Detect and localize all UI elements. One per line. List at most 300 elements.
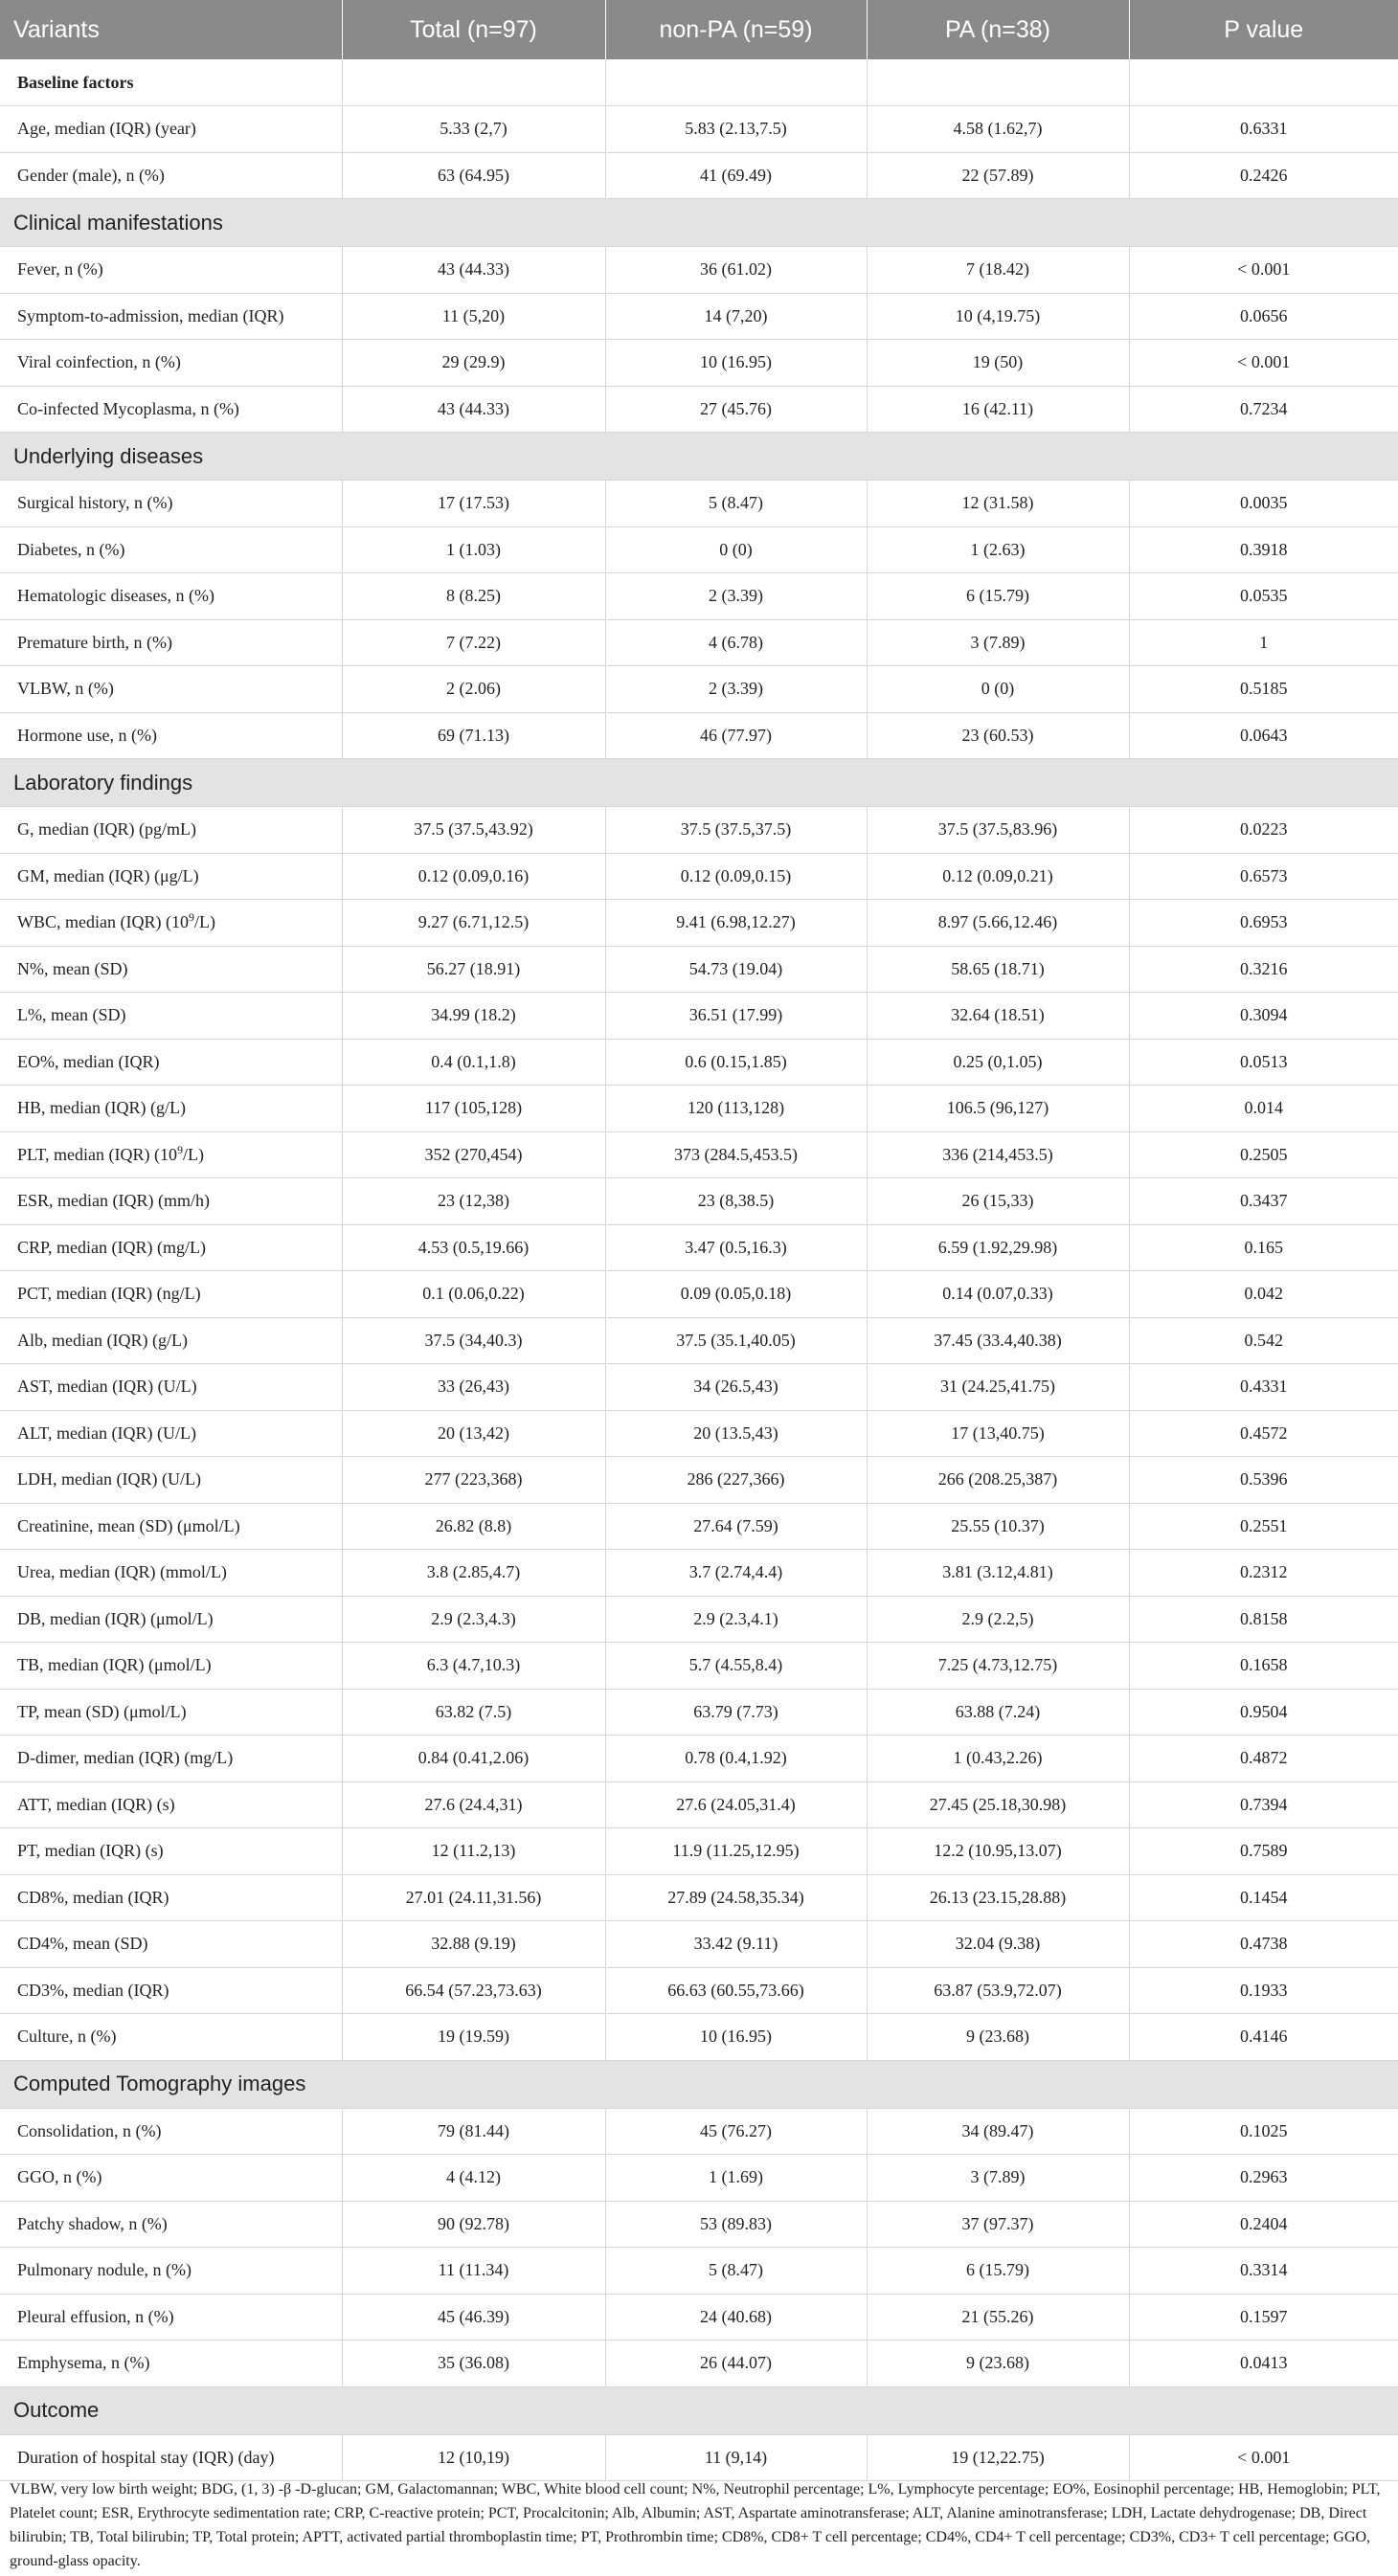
table-row <box>0 2248 1398 2295</box>
cell-p-value: 0.3314 <box>1129 2248 1398 2295</box>
table-row <box>0 573 1398 620</box>
table-row <box>0 1781 1398 1828</box>
cell-p-value: 0.4738 <box>1129 1921 1398 1968</box>
row-label: Co-infected Mycoplasma, n (%) <box>0 386 342 433</box>
table-row <box>0 1643 1398 1690</box>
cell-total: 2 (2.06) <box>342 666 605 713</box>
row-label: Premature birth, n (%) <box>0 619 342 666</box>
baseline-factors-row <box>0 59 1398 106</box>
section-header-row <box>0 759 1398 807</box>
cell-p-value: 0.0513 <box>1129 1039 1398 1086</box>
cell-p-value: 0.2404 <box>1129 2201 1398 2248</box>
cell-total: 20 (13,42) <box>342 1410 605 1457</box>
cell-non-pa: 2.9 (2.3,4.1) <box>605 1596 867 1643</box>
section-header-row <box>0 2060 1398 2108</box>
cell-pa: 12 (31.58) <box>867 481 1129 527</box>
cell-total: 277 (223,368) <box>342 1457 605 1504</box>
cell-total: 27.01 (24.11,31.56) <box>342 1874 605 1921</box>
cell-total: 0.1 (0.06,0.22) <box>342 1271 605 1318</box>
cell-p-value: 0.014 <box>1129 1086 1398 1132</box>
cell-non-pa: 34 (26.5,43) <box>605 1364 867 1411</box>
cell-p-value: 0.7234 <box>1129 386 1398 433</box>
cell-non-pa: 11.9 (11.25,12.95) <box>605 1828 867 1875</box>
cell-non-pa: 37.5 (35.1,40.05) <box>605 1317 867 1364</box>
cell-p-value: 0.1658 <box>1129 1643 1398 1690</box>
cell-total: 4 (4.12) <box>342 2155 605 2202</box>
cell-p-value: 0.165 <box>1129 1224 1398 1271</box>
cell-non-pa: 45 (76.27) <box>605 2108 867 2155</box>
cell-pa: 1 (0.43,2.26) <box>867 1736 1129 1782</box>
section-title: Outcome <box>0 2386 1398 2434</box>
cell-total: 35 (36.08) <box>342 2341 605 2387</box>
table-row <box>0 1550 1398 1597</box>
cell-non-pa: 2 (3.39) <box>605 573 867 620</box>
row-label: Pleural effusion, n (%) <box>0 2294 342 2341</box>
cell-non-pa: 9.41 (6.98,12.27) <box>605 900 867 947</box>
cell-pa: 34 (89.47) <box>867 2108 1129 2155</box>
table-row <box>0 2201 1398 2248</box>
cell-p-value: 0.6573 <box>1129 853 1398 900</box>
cell-total: 5.33 (2,7) <box>342 106 605 153</box>
cell-p-value: 0.7589 <box>1129 1828 1398 1875</box>
row-label: Symptom-to-admission, median (IQR) <box>0 293 342 340</box>
cell-pa: 27.45 (25.18,30.98) <box>867 1781 1129 1828</box>
cell-total: 352 (270,454) <box>342 1131 605 1178</box>
section-header-row <box>0 2386 1398 2434</box>
cell-p-value: 0.4146 <box>1129 2014 1398 2061</box>
cell-pa: 6.59 (1.92,29.98) <box>867 1224 1129 1271</box>
empty-cell <box>867 59 1129 106</box>
section-title: Clinical manifestations <box>0 199 1398 247</box>
row-label <box>0 900 342 947</box>
table-row <box>0 1178 1398 1225</box>
row-label: ALT, median (IQR) (U/L) <box>0 1410 342 1457</box>
cell-non-pa: 27.64 (7.59) <box>605 1503 867 1550</box>
cell-p-value: 0.0535 <box>1129 573 1398 620</box>
row-label-unit: /L) <box>193 912 215 932</box>
cell-pa: 25.55 (10.37) <box>867 1503 1129 1550</box>
cell-pa: 1 (2.63) <box>867 526 1129 573</box>
cell-non-pa: 37.5 (37.5,37.5) <box>605 807 867 854</box>
cell-p-value: 0.5396 <box>1129 1457 1398 1504</box>
cell-total: 32.88 (9.19) <box>342 1921 605 1968</box>
row-label: LDH, median (IQR) (U/L) <box>0 1457 342 1504</box>
header-row <box>0 0 1398 59</box>
cell-non-pa: 10 (16.95) <box>605 340 867 387</box>
cell-p-value: 0.0656 <box>1129 293 1398 340</box>
cell-non-pa: 1 (1.69) <box>605 2155 867 2202</box>
cell-non-pa: 66.63 (60.55,73.66) <box>605 1967 867 2014</box>
cell-pa: 9 (23.68) <box>867 2014 1129 2061</box>
cell-p-value: < 0.001 <box>1129 340 1398 387</box>
table-row <box>0 152 1398 199</box>
cell-p-value: 0.3918 <box>1129 526 1398 573</box>
cell-total: 63 (64.95) <box>342 152 605 199</box>
cell-total: 66.54 (57.23,73.63) <box>342 1967 605 2014</box>
cell-non-pa: 4 (6.78) <box>605 619 867 666</box>
header-total: Total (n=97) <box>342 0 605 59</box>
table-row <box>0 1271 1398 1318</box>
cell-p-value: 0.8158 <box>1129 1596 1398 1643</box>
cell-non-pa: 33.42 (9.11) <box>605 1921 867 1968</box>
table-row <box>0 853 1398 900</box>
cell-pa: 0.12 (0.09,0.21) <box>867 853 1129 900</box>
cell-p-value: 0.0035 <box>1129 481 1398 527</box>
table-row <box>0 106 1398 153</box>
table-row <box>0 2155 1398 2202</box>
cell-p-value: 0.9504 <box>1129 1689 1398 1736</box>
row-label: Patchy shadow, n (%) <box>0 2201 342 2248</box>
cell-p-value: 0.0413 <box>1129 2341 1398 2387</box>
table-row <box>0 2341 1398 2387</box>
table-row <box>0 900 1398 947</box>
cell-pa: 0 (0) <box>867 666 1129 713</box>
table-row <box>0 712 1398 759</box>
cell-total: 7 (7.22) <box>342 619 605 666</box>
cell-total: 23 (12,38) <box>342 1178 605 1225</box>
section-header-row <box>0 433 1398 481</box>
row-label: N%, mean (SD) <box>0 946 342 993</box>
cell-p-value: 0.6331 <box>1129 106 1398 153</box>
row-label: Age, median (IQR) (year) <box>0 106 342 153</box>
cell-total: 8 (8.25) <box>342 573 605 620</box>
cell-total: 56.27 (18.91) <box>342 946 605 993</box>
cell-p-value: 0.0643 <box>1129 712 1398 759</box>
cell-p-value: 0.1933 <box>1129 1967 1398 2014</box>
cell-total: 27.6 (24.4,31) <box>342 1781 605 1828</box>
table-row <box>0 1410 1398 1457</box>
table-row <box>0 946 1398 993</box>
cell-pa: 10 (4,19.75) <box>867 293 1129 340</box>
cell-pa: 2.9 (2.2,5) <box>867 1596 1129 1643</box>
table-row <box>0 619 1398 666</box>
cell-total: 33 (26,43) <box>342 1364 605 1411</box>
table-row <box>0 1503 1398 1550</box>
cell-non-pa: 5 (8.47) <box>605 481 867 527</box>
section-title: Underlying diseases <box>0 433 1398 481</box>
cell-p-value: 0.7394 <box>1129 1781 1398 1828</box>
cell-p-value: 0.3216 <box>1129 946 1398 993</box>
cell-total: 45 (46.39) <box>342 2294 605 2341</box>
cell-p-value: 0.1025 <box>1129 2108 1398 2155</box>
cell-pa: 21 (55.26) <box>867 2294 1129 2341</box>
table-row <box>0 247 1398 294</box>
cell-p-value: 0.1597 <box>1129 2294 1398 2341</box>
cell-total: 12 (11.2,13) <box>342 1828 605 1875</box>
row-label: PT, median (IQR) (s) <box>0 1828 342 1875</box>
cell-p-value: 1 <box>1129 619 1398 666</box>
cell-p-value: 0.3094 <box>1129 993 1398 1040</box>
cell-pa: 336 (214,453.5) <box>867 1131 1129 1178</box>
cell-total: 6.3 (4.7,10.3) <box>342 1643 605 1690</box>
cell-total: 4.53 (0.5,19.66) <box>342 1224 605 1271</box>
table-row <box>0 993 1398 1040</box>
cell-p-value: 0.5185 <box>1129 666 1398 713</box>
section-title: Computed Tomography images <box>0 2060 1398 2108</box>
table-row <box>0 1317 1398 1364</box>
cell-p-value: 0.2426 <box>1129 152 1398 199</box>
cell-non-pa: 286 (227,366) <box>605 1457 867 1504</box>
table-row <box>0 1131 1398 1178</box>
row-label: PCT, median (IQR) (ng/L) <box>0 1271 342 1318</box>
cell-total: 37.5 (37.5,43.92) <box>342 807 605 854</box>
table-row <box>0 807 1398 854</box>
row-label-text: PLT, median (IQR) (10 <box>17 1144 177 1164</box>
row-label: GM, median (IQR) (μg/L) <box>0 853 342 900</box>
cell-total: 43 (44.33) <box>342 386 605 433</box>
cell-non-pa: 14 (7,20) <box>605 293 867 340</box>
row-label: HB, median (IQR) (g/L) <box>0 1086 342 1132</box>
cell-pa: 3 (7.89) <box>867 2155 1129 2202</box>
cell-p-value: 0.3437 <box>1129 1178 1398 1225</box>
cell-p-value: 0.4872 <box>1129 1736 1398 1782</box>
cell-pa: 3.81 (3.12,4.81) <box>867 1550 1129 1597</box>
cell-pa: 7.25 (4.73,12.75) <box>867 1643 1129 1690</box>
row-label: D-dimer, median (IQR) (mg/L) <box>0 1736 342 1782</box>
row-label: Hematologic diseases, n (%) <box>0 573 342 620</box>
cell-pa: 16 (42.11) <box>867 386 1129 433</box>
cell-pa: 22 (57.89) <box>867 152 1129 199</box>
row-label-text: WBC, median (IQR) (10 <box>17 912 189 932</box>
row-label: Diabetes, n (%) <box>0 526 342 573</box>
cell-non-pa: 2 (3.39) <box>605 666 867 713</box>
row-label: Gender (male), n (%) <box>0 152 342 199</box>
cell-p-value: 0.542 <box>1129 1317 1398 1364</box>
cell-pa: 32.04 (9.38) <box>867 1921 1129 1968</box>
row-label: ATT, median (IQR) (s) <box>0 1781 342 1828</box>
table-footnote: VLBW, very low birth weight; BDG, (1, 3) -β -D-glucan; GM, Galactomannan; WBC, White blood cell count; N%, Neutrophil percentage; L%, Lymphocyte percentage; EO%, Eosinophil percentage; HB, Hemoglobin; PLT, Platelet count; ESR, Erythrocyte sedimentation rate; CRP, C-reactive protein; PCT, Procalcitonin; Alb, Albumin; AST, Aspartate aminotransferase; ALT, Alanine aminotransferase; LDH, Lactate dehydrogenase; DB, Direct bilirubin; TB, Total bilirubin; TP, Total protein; APTT, activated partial thromboplastin time; PT, Prothrombin time; CD8%, CD8+ T cell percentage; CD4%, CD4+ T cell percentage; CD3%, CD3+ T cell percentage; GGO, ground-glass opacity. <box>10 2481 1381 2569</box>
table-row <box>0 481 1398 527</box>
row-label: L%, mean (SD) <box>0 993 342 1040</box>
cell-pa: 58.65 (18.71) <box>867 946 1129 993</box>
row-label: AST, median (IQR) (U/L) <box>0 1364 342 1411</box>
cell-pa: 63.87 (53.9,72.07) <box>867 1967 1129 2014</box>
row-label: Alb, median (IQR) (g/L) <box>0 1317 342 1364</box>
row-label-superscript: 9 <box>176 1142 183 1156</box>
table-row <box>0 1596 1398 1643</box>
cell-non-pa: 11 (9,14) <box>605 2434 867 2481</box>
row-label: Hormone use, n (%) <box>0 712 342 759</box>
cell-total: 90 (92.78) <box>342 2201 605 2248</box>
cell-pa: 37.45 (33.4,40.38) <box>867 1317 1129 1364</box>
table-row <box>0 293 1398 340</box>
row-label: Consolidation, n (%) <box>0 2108 342 2155</box>
row-label <box>0 1131 342 1178</box>
table-row <box>0 1689 1398 1736</box>
cell-total: 63.82 (7.5) <box>342 1689 605 1736</box>
cell-total: 3.8 (2.85,4.7) <box>342 1550 605 1597</box>
cell-p-value: 0.4572 <box>1129 1410 1398 1457</box>
cell-non-pa: 26 (44.07) <box>605 2341 867 2387</box>
baseline-factors-label: Baseline factors <box>0 59 342 106</box>
cell-pa: 6 (15.79) <box>867 573 1129 620</box>
header-variants: Variants <box>0 0 342 59</box>
cell-total: 0.12 (0.09,0.16) <box>342 853 605 900</box>
cell-non-pa: 20 (13.5,43) <box>605 1410 867 1457</box>
cell-p-value: < 0.001 <box>1129 2434 1398 2481</box>
cell-non-pa: 5.7 (4.55,8.4) <box>605 1643 867 1690</box>
cell-pa: 26.13 (23.15,28.88) <box>867 1874 1129 1921</box>
table-row <box>0 2434 1398 2481</box>
cell-p-value: 0.6953 <box>1129 900 1398 947</box>
cell-pa: 0.25 (0,1.05) <box>867 1039 1129 1086</box>
row-label: ESR, median (IQR) (mm/h) <box>0 1178 342 1225</box>
cell-non-pa: 3.7 (2.74,4.4) <box>605 1550 867 1597</box>
table-row <box>0 340 1398 387</box>
cell-non-pa: 27 (45.76) <box>605 386 867 433</box>
cell-non-pa: 23 (8,38.5) <box>605 1178 867 1225</box>
cell-total: 0.4 (0.1,1.8) <box>342 1039 605 1086</box>
cell-p-value: 0.2963 <box>1129 2155 1398 2202</box>
cell-non-pa: 0.6 (0.15,1.85) <box>605 1039 867 1086</box>
cell-pa: 26 (15,33) <box>867 1178 1129 1225</box>
row-label: Pulmonary nodule, n (%) <box>0 2248 342 2295</box>
table-row <box>0 1921 1398 1968</box>
table-row <box>0 1086 1398 1132</box>
cell-total: 29 (29.9) <box>342 340 605 387</box>
row-label: CRP, median (IQR) (mg/L) <box>0 1224 342 1271</box>
row-label: Surgical history, n (%) <box>0 481 342 527</box>
cell-non-pa: 27.89 (24.58,35.34) <box>605 1874 867 1921</box>
table-row <box>0 1457 1398 1504</box>
table-body <box>0 59 1398 2481</box>
table-row <box>0 526 1398 573</box>
table-row <box>0 1224 1398 1271</box>
empty-cell <box>605 59 867 106</box>
cell-total: 17 (17.53) <box>342 481 605 527</box>
cell-non-pa: 120 (113,128) <box>605 1086 867 1132</box>
row-label: Fever, n (%) <box>0 247 342 294</box>
cell-total: 79 (81.44) <box>342 2108 605 2155</box>
row-label-superscript: 9 <box>188 910 194 925</box>
header-non-pa: non-PA (n=59) <box>605 0 867 59</box>
table-row <box>0 1874 1398 1921</box>
cell-non-pa: 10 (16.95) <box>605 2014 867 2061</box>
cell-p-value: 0.4331 <box>1129 1364 1398 1411</box>
cell-pa: 8.97 (5.66,12.46) <box>867 900 1129 947</box>
cell-p-value: 0.2505 <box>1129 1131 1398 1178</box>
cell-total: 11 (11.34) <box>342 2248 605 2295</box>
cell-pa: 12.2 (10.95,13.07) <box>867 1828 1129 1875</box>
table-row <box>0 1967 1398 2014</box>
cell-pa: 9 (23.68) <box>867 2341 1129 2387</box>
row-label: DB, median (IQR) (μmol/L) <box>0 1596 342 1643</box>
table-row <box>0 2014 1398 2061</box>
cell-total: 11 (5,20) <box>342 293 605 340</box>
cell-pa: 23 (60.53) <box>867 712 1129 759</box>
row-label: TB, median (IQR) (μmol/L) <box>0 1643 342 1690</box>
table-row <box>0 1364 1398 1411</box>
cell-pa: 37 (97.37) <box>867 2201 1129 2248</box>
cell-non-pa: 41 (69.49) <box>605 152 867 199</box>
cell-total: 2.9 (2.3,4.3) <box>342 1596 605 1643</box>
row-label: CD8%, median (IQR) <box>0 1874 342 1921</box>
cell-p-value: 0.0223 <box>1129 807 1398 854</box>
row-label: Creatinine, mean (SD) (μmol/L) <box>0 1503 342 1550</box>
cell-non-pa: 63.79 (7.73) <box>605 1689 867 1736</box>
cell-p-value: 0.1454 <box>1129 1874 1398 1921</box>
cell-pa: 37.5 (37.5,83.96) <box>867 807 1129 854</box>
cell-non-pa: 0.78 (0.4,1.92) <box>605 1736 867 1782</box>
row-label: CD4%, mean (SD) <box>0 1921 342 1968</box>
cell-pa: 32.64 (18.51) <box>867 993 1129 1040</box>
cell-total: 26.82 (8.8) <box>342 1503 605 1550</box>
cell-pa: 63.88 (7.24) <box>867 1689 1129 1736</box>
cell-p-value: 0.2551 <box>1129 1503 1398 1550</box>
cell-pa: 19 (12,22.75) <box>867 2434 1129 2481</box>
table-row <box>0 1039 1398 1086</box>
cell-total: 1 (1.03) <box>342 526 605 573</box>
cell-p-value: 0.042 <box>1129 1271 1398 1318</box>
row-label: EO%, median (IQR) <box>0 1039 342 1086</box>
cell-total: 34.99 (18.2) <box>342 993 605 1040</box>
row-label: Viral coinfection, n (%) <box>0 340 342 387</box>
row-label: Urea, median (IQR) (mmol/L) <box>0 1550 342 1597</box>
row-label: Culture, n (%) <box>0 2014 342 2061</box>
cell-non-pa: 0.12 (0.09,0.15) <box>605 853 867 900</box>
cell-total: 19 (19.59) <box>342 2014 605 2061</box>
cell-total: 37.5 (34,40.3) <box>342 1317 605 1364</box>
cell-total: 117 (105,128) <box>342 1086 605 1132</box>
table-row <box>0 386 1398 433</box>
cell-pa: 3 (7.89) <box>867 619 1129 666</box>
cell-non-pa: 54.73 (19.04) <box>605 946 867 993</box>
cell-total: 43 (44.33) <box>342 247 605 294</box>
cell-non-pa: 53 (89.83) <box>605 2201 867 2248</box>
cell-pa: 266 (208.25,387) <box>867 1457 1129 1504</box>
cell-total: 0.84 (0.41,2.06) <box>342 1736 605 1782</box>
cell-total: 69 (71.13) <box>342 712 605 759</box>
cell-non-pa: 373 (284.5,453.5) <box>605 1131 867 1178</box>
cell-pa: 106.5 (96,127) <box>867 1086 1129 1132</box>
cell-pa: 6 (15.79) <box>867 2248 1129 2295</box>
row-label: VLBW, n (%) <box>0 666 342 713</box>
cell-pa: 19 (50) <box>867 340 1129 387</box>
cell-non-pa: 46 (77.97) <box>605 712 867 759</box>
empty-cell <box>1129 59 1398 106</box>
section-title: Laboratory findings <box>0 759 1398 807</box>
row-label: TP, mean (SD) (μmol/L) <box>0 1689 342 1736</box>
cell-pa: 0.14 (0.07,0.33) <box>867 1271 1129 1318</box>
cell-pa: 4.58 (1.62,7) <box>867 106 1129 153</box>
table-row <box>0 1736 1398 1782</box>
table-row <box>0 2294 1398 2341</box>
table-row <box>0 2108 1398 2155</box>
table-row <box>0 666 1398 713</box>
cell-pa: 7 (18.42) <box>867 247 1129 294</box>
cell-non-pa: 3.47 (0.5,16.3) <box>605 1224 867 1271</box>
header-p-value: P value <box>1129 0 1398 59</box>
cell-non-pa: 27.6 (24.05,31.4) <box>605 1781 867 1828</box>
row-label: GGO, n (%) <box>0 2155 342 2202</box>
cell-non-pa: 5 (8.47) <box>605 2248 867 2295</box>
row-label: Duration of hospital stay (IQR) (day) <box>0 2434 342 2481</box>
row-label: Emphysema, n (%) <box>0 2341 342 2387</box>
cell-total: 9.27 (6.71,12.5) <box>342 900 605 947</box>
empty-cell <box>342 59 605 106</box>
cell-non-pa: 0.09 (0.05,0.18) <box>605 1271 867 1318</box>
cell-pa: 17 (13,40.75) <box>867 1410 1129 1457</box>
row-label: CD3%, median (IQR) <box>0 1967 342 2014</box>
cell-total: 12 (10,19) <box>342 2434 605 2481</box>
cell-pa: 31 (24.25,41.75) <box>867 1364 1129 1411</box>
row-label: G, median (IQR) (pg/mL) <box>0 807 342 854</box>
cell-non-pa: 24 (40.68) <box>605 2294 867 2341</box>
section-header-row <box>0 199 1398 247</box>
cell-non-pa: 5.83 (2.13,7.5) <box>605 106 867 153</box>
cell-non-pa: 36.51 (17.99) <box>605 993 867 1040</box>
cell-p-value: 0.2312 <box>1129 1550 1398 1597</box>
